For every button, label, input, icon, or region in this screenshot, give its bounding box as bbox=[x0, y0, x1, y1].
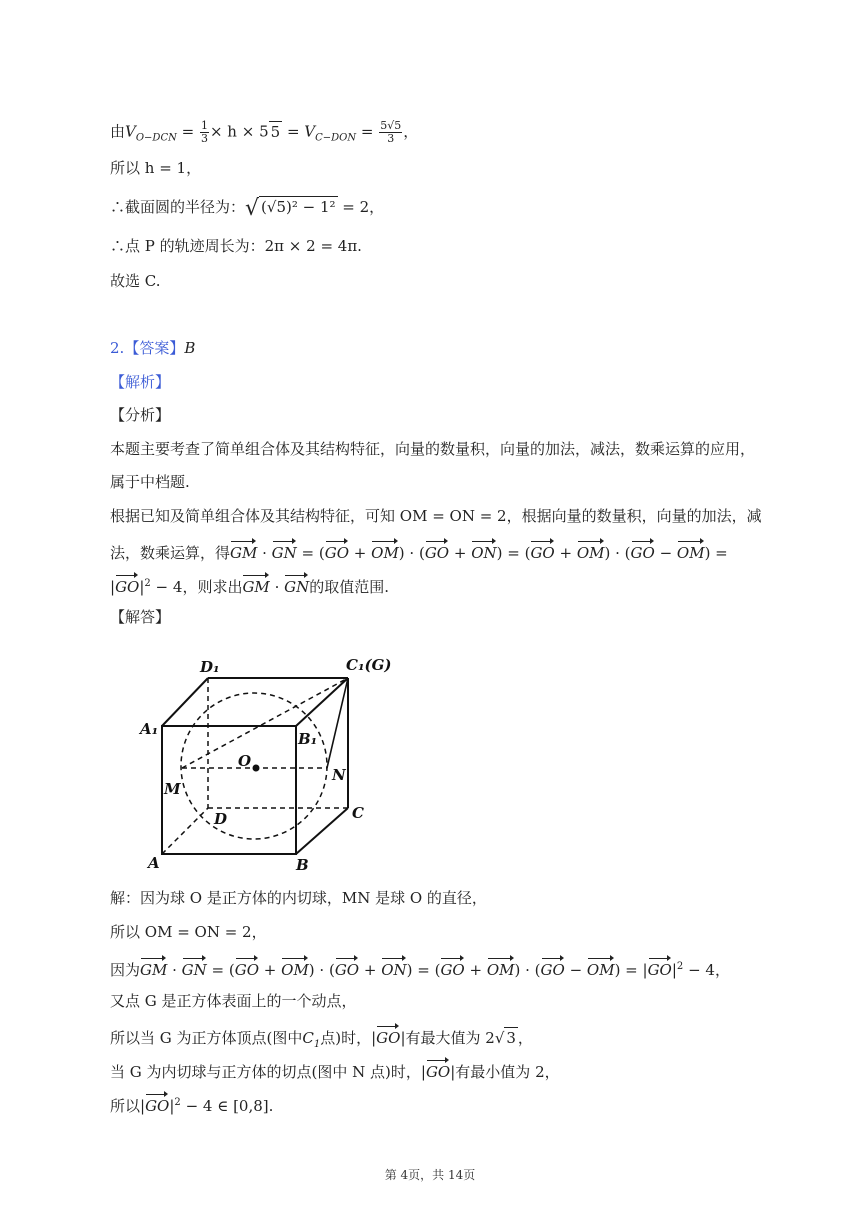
eq-line-h: 所以 h = 1， bbox=[110, 159, 202, 177]
sol5-mid: 点)时， bbox=[320, 1029, 372, 1047]
vec-gm: GM bbox=[230, 540, 257, 563]
segment-m-c1 bbox=[182, 678, 348, 768]
vec-gn: GN bbox=[284, 574, 309, 597]
q2-answer-tag: 【答案】 bbox=[124, 339, 185, 357]
sol-line-1: 解：因为球 O 是正方体的内切球，MN 是球 O 的直径， bbox=[110, 889, 487, 907]
fenxi-para-2: 属于中档题. bbox=[110, 473, 190, 491]
sol-line-5: 所以当 G 为正方体顶点(图中$C_1$点)时，|GO|有最大值为 2√ 3 ， bbox=[110, 1025, 533, 1055]
vec-go: GO bbox=[426, 1059, 450, 1082]
eq-sign-2: = bbox=[282, 122, 305, 141]
sub-cdon: C−DON bbox=[315, 132, 357, 144]
sol5-end: ， bbox=[517, 1029, 533, 1047]
label-o: O bbox=[238, 752, 252, 770]
label-d1: D₁ bbox=[200, 658, 220, 676]
fenxi-tag: 【分析】 bbox=[110, 406, 171, 424]
vec-go: GO bbox=[541, 957, 565, 980]
hidden-edge-a-d bbox=[162, 808, 208, 854]
vec-go: GO bbox=[145, 1093, 169, 1116]
var-v-2: V bbox=[304, 122, 316, 141]
sol7-pre: 所以 bbox=[110, 1097, 141, 1115]
fenxi-p5-text: ，则求出 bbox=[182, 578, 243, 596]
edge-a1-d1 bbox=[162, 678, 208, 726]
fraction-one-third bbox=[200, 120, 209, 145]
page-footer: 第 4页，共 14页 bbox=[384, 1168, 476, 1182]
vec-on: ON bbox=[381, 957, 406, 980]
vec-go: GO bbox=[648, 957, 672, 980]
vec-om: OM bbox=[371, 540, 399, 563]
analysis-tag: 【解析】 bbox=[110, 373, 171, 391]
fenxi-p5-end: 的取值范围. bbox=[309, 578, 389, 596]
sol-line-4: 又点 G 是正方体表面上的一个动点， bbox=[110, 992, 357, 1010]
radical-sign: √ bbox=[245, 196, 260, 221]
fenxi-p4-text: 法，数乘运算，得 bbox=[110, 544, 231, 562]
sqrt-three: 3 bbox=[506, 1029, 516, 1047]
jieda-tag: 【解答】 bbox=[110, 608, 171, 626]
vec-on: ON bbox=[471, 540, 496, 563]
fenxi-para-5: $|GO|^2 - 4$，则求出GM · GN的取值范围. bbox=[110, 574, 389, 597]
sol5-post: 有最大值为 2 bbox=[405, 1029, 495, 1047]
eq-line-volume bbox=[110, 120, 418, 149]
sol-line-7: 所以$|GO|^2 - 4$ ∈ [0,8]. bbox=[110, 1093, 273, 1116]
radius-rest: = 2， bbox=[337, 198, 385, 216]
vec-go: GO bbox=[376, 1025, 400, 1048]
label-c: C bbox=[352, 804, 364, 822]
sol5-pre: 所以当 G 为正方体顶点(图中 bbox=[110, 1029, 303, 1047]
q2-answer: B bbox=[184, 339, 196, 357]
vec-om: OM bbox=[577, 540, 605, 563]
vec-go: GO bbox=[115, 574, 139, 597]
frac2-num: 5√5 bbox=[380, 119, 402, 132]
vec-go: GO bbox=[425, 540, 449, 563]
fraction-5root5-3 bbox=[379, 120, 402, 145]
sol6-pre: 当 G 为内切球与正方体的切点(图中 N 点)时， bbox=[110, 1063, 421, 1081]
label-n: N bbox=[332, 766, 346, 784]
eq-line-perimeter: ∴点 P 的轨迹周长为：2π × 2 = 4π. bbox=[110, 237, 362, 255]
label-a: A bbox=[148, 854, 160, 872]
vec-go: GO bbox=[335, 957, 359, 980]
fenxi-para-4: 法，数乘运算，得GM · GN = (GO + OM) · (GO + ON) = (GO + OM) · (GO − OM) = bbox=[110, 540, 728, 563]
vec-om: OM bbox=[677, 540, 705, 563]
eq-line-radius bbox=[110, 196, 384, 219]
eq-sign: = bbox=[176, 122, 199, 141]
vec-go: GO bbox=[631, 540, 655, 563]
q2-number: 2. bbox=[110, 339, 125, 357]
vec-om: OM bbox=[587, 957, 615, 980]
radius-expr: (√5)² − 1² bbox=[261, 198, 336, 216]
label-c1g: C₁(G) bbox=[346, 656, 392, 674]
fenxi-para-3: 根据已知及简单组合体及其结构特征，可知 OM = ON = 2，根据向量的数量积，向量的加法，减 bbox=[110, 507, 762, 525]
vec-om: OM bbox=[281, 957, 309, 980]
center-point-o bbox=[253, 765, 260, 772]
vec-om: OM bbox=[487, 957, 515, 980]
vec-go: GO bbox=[325, 540, 349, 563]
edge-b-c bbox=[296, 808, 348, 854]
vec-gm: GM bbox=[242, 574, 269, 597]
label-b1: B₁ bbox=[298, 730, 318, 748]
label-a1: A₁ bbox=[140, 720, 159, 738]
frac2-den: 3 bbox=[387, 132, 395, 145]
vec-gn: GN bbox=[272, 540, 297, 563]
text-you: 由 bbox=[110, 122, 126, 141]
vec-go: GO bbox=[530, 540, 554, 563]
eq-sign-3: = bbox=[356, 122, 379, 141]
sol3-pre: 因为 bbox=[110, 961, 141, 979]
label-d: D bbox=[214, 810, 228, 828]
fenxi-para-1: 本题主要考查了简单组合体及其结构特征，向量的数量积，向量的加法，减法，数乘运算的应用， bbox=[110, 440, 756, 458]
cube-sphere-figure bbox=[132, 648, 442, 878]
label-m: M bbox=[164, 780, 181, 798]
vec-go: GO bbox=[235, 957, 259, 980]
sqrt-five: 5 bbox=[270, 122, 281, 141]
vec-gm: GM bbox=[140, 957, 167, 980]
sol-line-6: 当 G 为内切球与正方体的切点(图中 N 点)时，|GO|有最小值为 2， bbox=[110, 1059, 560, 1082]
sol-line-2: 所以 OM = ON = 2， bbox=[110, 923, 267, 941]
sol-line-3: 因为GM · GN = $(GO + OM) \cdot (GO + ON) = (GO + OM) \cdot (GO - OM) = |GO|^2 - 4$， bbox=[110, 957, 730, 980]
vec-gn: GN bbox=[182, 957, 207, 980]
frac-den: 3 bbox=[200, 132, 208, 145]
expr-mid: × h × 5 bbox=[209, 122, 269, 141]
sol7-post: − 4 ∈ [0,8]. bbox=[180, 1097, 274, 1115]
sub-odcn: O−DCN bbox=[135, 132, 177, 144]
var-v: V bbox=[125, 122, 136, 141]
answer-choice-line: 故选 C. bbox=[110, 272, 161, 290]
vec-go: GO bbox=[440, 957, 464, 980]
label-b: B bbox=[296, 856, 309, 874]
frac-num: 1 bbox=[200, 119, 208, 132]
sol6-post: 有最小值为 2， bbox=[455, 1063, 560, 1081]
q2-heading bbox=[110, 338, 195, 358]
radius-prefix: ∴截面圆的半径为： bbox=[110, 198, 246, 216]
segment-c1-n bbox=[327, 678, 348, 768]
comma: ， bbox=[403, 122, 419, 141]
